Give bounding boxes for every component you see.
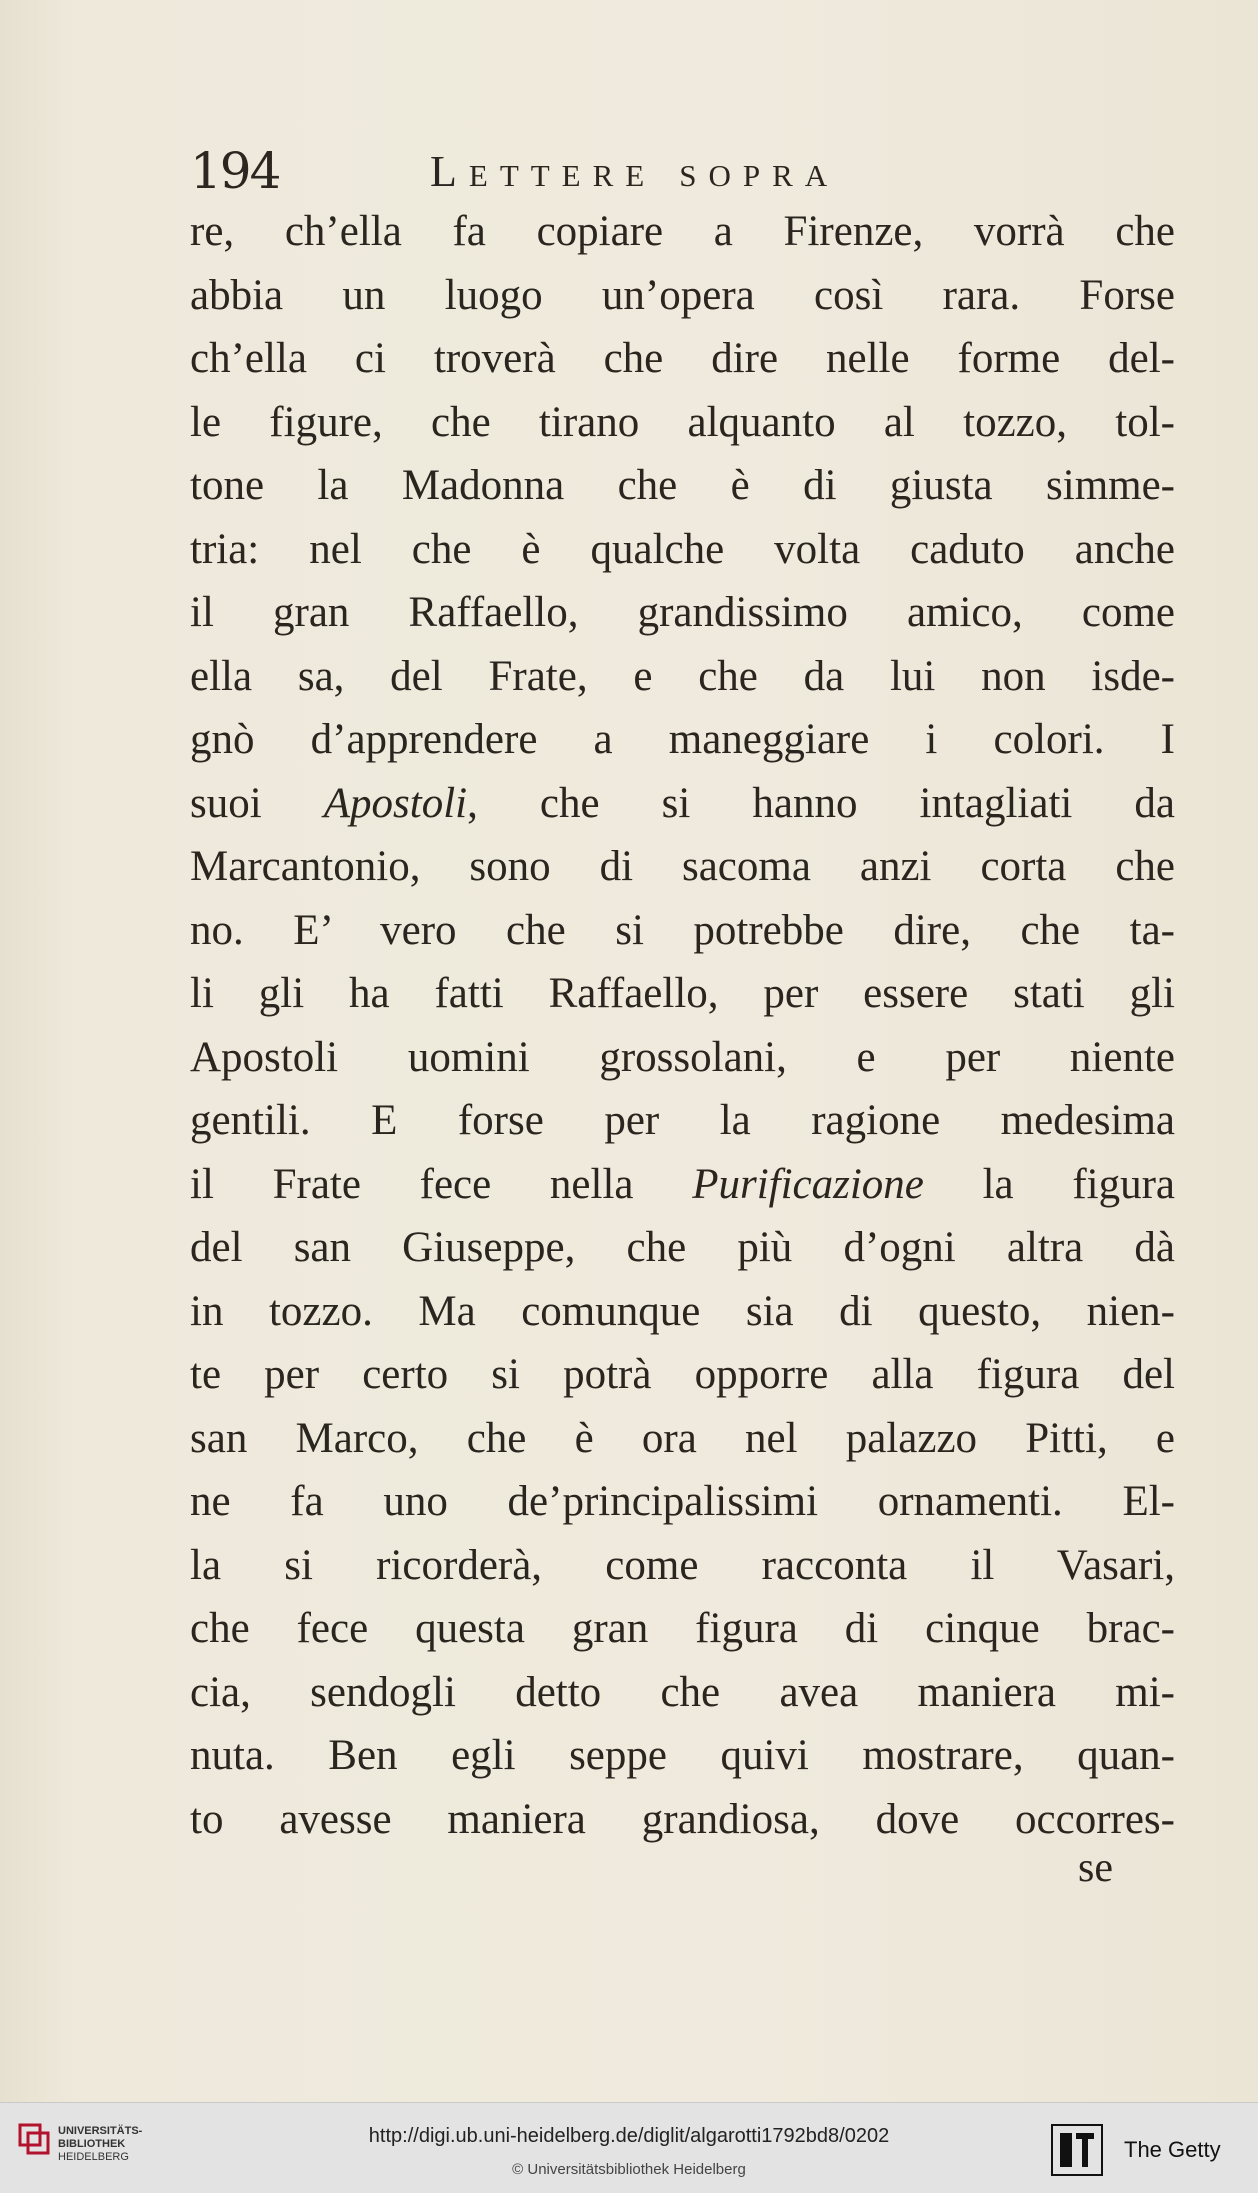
text-span: il Frate fece nella [190,1160,693,1208]
text-line: ch’ella ci troverà che dire nelle forme del- [190,335,1175,382]
getty-mark-icon [1050,2123,1104,2177]
text-line: ella sa, del Frate, e che da lui non isde- [190,652,1175,700]
text-span: la figura [923,1160,1175,1208]
page-header [190,142,1190,200]
page-number: 194 [190,142,280,200]
italic-title: Apostoli [323,779,468,827]
permalink-url[interactable]: http://digi.ub.uni-heidelberg.de/diglit/algarotti1792bd8/0202 [368,2125,890,2147]
text-line: le figure, che tirano alquanto al tozzo, tol- [190,398,1175,446]
text-line: il gran Raffaello, grandissimo amico, come [190,589,1175,636]
text-line: gentili. E forse per la ragione medesima [190,1097,1175,1144]
italic-title: Purificazione [692,1160,924,1208]
text-line: abbia un luogo un’opera così rara. Forse [190,271,1175,319]
text-line: tone la Madonna che è di giusta simme- [190,462,1175,509]
text-span: suoi [190,779,324,827]
text-line: nuta. Ben egli seppe quivi mostrare, quan- [190,1732,1175,1779]
getty-label: The Getty [1124,2137,1221,2162]
text-line [190,1153,1175,1217]
text-line: in tozzo. Ma comunque sia di questo, nien- [190,1287,1175,1335]
text-line: del san Giuseppe, che più d’ogni altra dà [190,1224,1175,1271]
text-line: la si ricorderà, come racconta il Vasari, [190,1541,1175,1589]
text-line: li gli ha fatti Raffaello, per essere stati gli [190,970,1175,1017]
catchword: se [1078,1845,1113,1891]
text-line: gnò d’apprendere a maneggiare i colori. I [190,716,1175,763]
text-line: Marcantonio, sono di sacoma anzi corta che [190,843,1175,890]
text-line: te per certo si potrà opporre alla figura del [190,1351,1175,1398]
text-span: , che si hanno intagliati da [467,779,1176,827]
text-line: no. E’ vero che si potrebbe dire, che ta- [190,906,1175,954]
text-line [190,772,1175,836]
text-line: cia, sendogli detto che avea maniera mi- [190,1668,1175,1716]
copyright-notice: © Universitätsbibliothek Heidelberg [512,2161,746,2178]
text-line: san Marco, che è ora nel palazzo Pitti, e [190,1414,1175,1462]
text-line: Apostoli uomini grossolani, e per niente [190,1033,1175,1081]
text-line: tria: nel che è qualche volta caduto anche [190,525,1175,573]
text-line: ne fa uno de’principalissimi ornamenti. El- [190,1478,1175,1525]
body-text [190,200,1175,1851]
text-line: re, ch’ella fa copiare a Firenze, vorrà che [190,208,1175,255]
viewer-footer [0,2102,1258,2193]
library-name: UNIVERSITÄTS- BIBLIOTHEK HEIDELBERG [58,2125,143,2163]
getty-logo [1050,2123,1240,2179]
text-line: to avesse maniera grandiosa, dove occorres- [190,1795,1175,1843]
running-title: Lettere sopra [430,147,840,196]
text-line: che fece questa gran figura di cinque brac- [190,1605,1175,1652]
